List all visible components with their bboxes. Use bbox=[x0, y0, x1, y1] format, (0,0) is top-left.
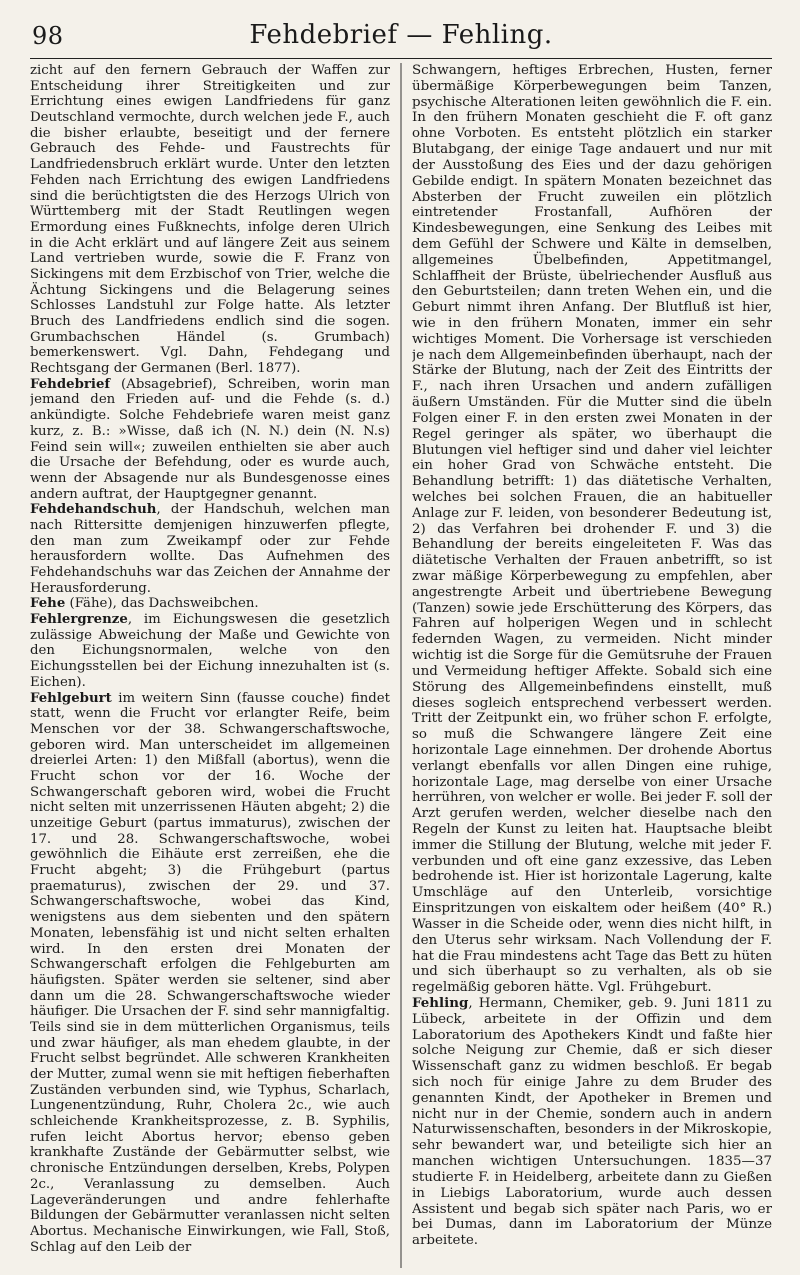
entry-headword: Fehling bbox=[412, 994, 469, 1011]
left-column bbox=[30, 63, 390, 1268]
entry-paragraph bbox=[30, 691, 390, 1256]
entry-text: , im Eichungswesen die gesetzlich zulässige Abweichung der Maße und Gewichte von den Eichungsnormalen, welche von den Eichungsstellen bei der Eichung innezuhalten ist (s. Eichen). bbox=[30, 612, 390, 690]
entry-headword: Fehdebrief bbox=[30, 376, 111, 392]
entry-headword: Fehdehandschuh bbox=[30, 502, 157, 518]
entry-text: (Absagebrief), Schreiben, worin man jemand den Frieden auf- und die Fehde (s. d.) ankündigte. Solche Fehdebriefe waren meist ganz kurz, z. B.: »Wisse, daß ich (N. N.) dein (N. N.s) Feind sein will«; zuweilen enthielten sie aber auch die Ursache der Befehdung, oder es wurde auch, wenn der Absagende nur als Bundesgenosse eines andern auftrat, der Hauptgegner genannt. bbox=[30, 376, 390, 502]
entry-text: im weitern Sinn (fausse couche) findet statt, wenn die Frucht vor erlangter Reife, beim Menschen vor der 38. Schwangerschaftswoche, geboren wird. Man unterscheidet im allgemeinen dreierlei Arten: 1) den Mißfall (abortus), wenn die Frucht schon vor der 16. Woche der Schwangerschaft geboren wird, wobei die Frucht nicht selten mit unzerrissenen Häuten abgeht; 2) die unzeitige Geburt (partus immaturus), zwischen der 17. und 28. Schwangerschaftswoche, wobei gewöhnlich die Eihäute erst zerreißen, ehe die Frucht abgeht; 3) die Frühgeburt (partus praematurus), zwischen der 29. und 37. Schwangerschaftswoche, wobei das Kind, wenigstens aus dem siebenten und den spätern Monaten, lebensfähig ist und nicht selten erhalten wird. In den ersten drei Monaten der Schwangerschaft erfolgen die Fehlgeburten am häufigsten. Später werden sie seltener, sind aber dann um die 28. Schwangerschaftswoche wieder häufiger. Die Ursachen der F. sind sehr mannigfaltig. Teils sind sie in dem mütterlichen Organismus, teils und zwar häufiger, als man ehedem glaubte, in der Frucht selbst begründet. Alle schweren Krankheiten der Mutter, zumal wenn sie mit heftigen fieberhaften Zuständen verbunden sind, wie Typhus, Scharlach, Lungenentzündung, Ruhr, Cholera 2c., wie auch schleichende Krankheitsprozesse, z. B. Syphilis, rufen leicht Abortus hervor; ebenso geben krankhafte Zustände der Gebärmutter selbst, wie chronische Entzündungen derselben, Krebs, Polypen 2c., Veranlassung zu demselben. Auch Lageveränderungen und andre fehlerhafte Bildungen der Gebärmutter veranlassen nicht selten Abortus. Mechanische Einwirkungen, wie Fall, Stoß, Schlag auf den Leib der bbox=[30, 690, 390, 1255]
right-column bbox=[412, 63, 772, 1268]
entry-paragraph bbox=[412, 996, 772, 1249]
entry-headword: Fehlgeburt bbox=[30, 690, 112, 706]
text-columns bbox=[30, 63, 772, 1268]
page-number: 98 bbox=[32, 22, 64, 50]
entry-headword: Fehlergrenze bbox=[30, 612, 128, 628]
entry-paragraph bbox=[30, 63, 390, 377]
entry-text: zicht auf den fernern Gebrauch der Waffen zur Entscheidung ihrer Streitigkeiten und zur Errichtung eines ewigen Landfriedens für ganz Deutschland vermochte, durch welchen jede F., auch die bisher erlaubte, beseitigt und der fernere Gebrauch des Fehde- und Faustrechts für Landfriedensbruch erklärt wurde. Unter den letzten Fehden nach Errichtung des ewigen Landfriedens sind die berüchtigtsten die des Herzogs Ulrich von Württemberg mit der Stadt Reutlingen wegen Ermordung eines Fußknechts, infolge deren Ulrich in die Acht erklärt und auf längere Zeit aus seinem Land vertrieben wurde, sowie die F. Franz von Sickingens mit dem Erzbischof von Trier, welche die Ächtung Sickingens und die Belagerung seines Schlosses Landstuhl zur Folge hatte. Als letzter Bruch des Landfriedens endlich sind die sogen. Grumbachschen Händel (s. Grumbach) bemerkenswert. Vgl. Dahn, Fehdegang und Rechtsgang der Germanen (Berl. 1877). bbox=[30, 63, 390, 377]
entry-text: , Hermann, Chemiker, geb. 9. Juni 1811 zu Lübeck, arbeitete in der Offizin und dem Laboratorium des Apothekers Kindt und faßte hier solche Neigung zur Chemie, daß er sich dieser Wissenschaft ganz zu widmen beschloß. Er begab sich noch für einige Jahre zu dem Bruder des genannten Kindt, der Apotheker in Bremen und nicht nur in der Chemie, sondern auch in andern Naturwissenschaften, besonders in der Mikroskopie, sehr bewandert war, und beteiligte sich hier an manchen wichtigen Untersuchungen. 1835—37 studierte F. in Heidelberg, arbeitete dann zu Gießen in Liebigs Laboratorium, wurde auch dessen Assistent und begab sich später nach Paris, wo er bei Dumas, dann im Laboratorium der Münze arbeitete. bbox=[412, 995, 772, 1249]
entry-text: (Fähe), das Dachsweibchen. bbox=[65, 596, 259, 612]
entry-paragraph bbox=[30, 596, 390, 612]
running-head: Fehdebrief — Fehling. bbox=[249, 20, 553, 50]
entry-paragraph bbox=[30, 612, 390, 690]
entry-text: , der Handschuh, welchen man nach Rittersitte demjenigen hinzuwerfen pflegte, den man zum Zweikampf oder zur Fehde herausfordern wollte. Das Aufnehmen des Fehdehandschuhs war das Zeichen der Annahme der Herausforderung. bbox=[30, 502, 390, 596]
entry-paragraph bbox=[412, 63, 772, 996]
entry-paragraph bbox=[30, 377, 390, 503]
entry-paragraph bbox=[30, 502, 390, 596]
entry-headword: Fehe bbox=[30, 596, 66, 612]
column-divider bbox=[401, 63, 402, 1268]
page-header bbox=[30, 14, 772, 59]
entry-text: Schwangern, heftiges Erbrechen, Husten, ferner übermäßige Körperbewegungen beim Tanzen, psychische Alterationen leiten gewöhnlich die F. ein. In den frühern Monaten geschieht die F. oft ganz ohne Vorboten. Es entsteht plötzlich ein starker Blutabgang, der einige Tage andauert und nur mit der Ausstoßung des Eies und der dazu gehörigen Gebilde endigt. In spätern Monaten bezeichnet das Absterben der Frucht zuweilen ein plötzlich eintretender Frostanfall, Aufhören der Kindesbewegungen, eine Senkung des Leibes mit dem Gefühl der Schwere und Kälte in demselben, allgemeines Übelbefinden, Appetitmangel, Schlaffheit der Brüste, übelriechender Ausfluß aus den Geburtsteilen; dann treten Wehen ein, und die Geburt nimmt ihren Anfang. Der Blutfluß ist hier, wie in den frühern Monaten, immer ein sehr wichtiges Moment. Die Vorhersage ist verschieden je nach dem Allgemeinbefinden überhaupt, nach der Stärke der Blutung, nach der Zeit des Eintritts der F., nach ihren Ursachen und andern zufälligen äußern Umständen. Für die Mutter sind die übeln Folgen einer F. in den ersten zwei Monaten in der Regel geringer als später, wo überhaupt die Blutungen viel heftiger sind und daher viel leichter ein hoher Grad von Schwäche entsteht. Die Behandlung betrifft: 1) das diätetische Verhalten, welches bei solchen Frauen, die an habitueller Anlage zur F. leiden, von besonderer Bedeutung ist, 2) das Verfahren bei drohender F. und 3) die Behandlung der bereits eingeleiteten F. Was das diätetische Verhalten der Frauen anbetrifft, so ist zwar mäßige Körperbewegung zu empfehlen, aber angestrengte Arbeit und übertriebene Bewegung (Tanzen) sowie jede Erschütterung des Körpers, das Fahren auf holperigen Wegen und in schlecht federnden Wagen, zu vermeiden. Nicht minder wichtig ist die Sorge für die Gemütsruhe der Frauen und Vermeidung heftiger Affekte. Sobald sich eine Störung des Allgemeinbefindens einstellt, muß dieses sogleich entsprechend verbessert werden. Tritt der Zeitpunkt ein, wo früher schon F. erfolgte, so muß die Schwangere längere Zeit eine horizontale Lage einnehmen. Der drohende Abortus verlangt ebenfalls vor allen Dingen eine ruhige, horizontale Lage, mag derselbe von einer Ursache herrühren, von welcher er wolle. Bei jeder F. soll der Arzt gerufen werden, welcher dieselbe nach den Regeln der Kunst zu leiten hat. Hauptsache bleibt immer die Stillung der Blutung, welche mit jeder F. verbunden und oft eine ganz exzessive, das Leben bedrohende ist. Hier ist horizontale Lagerung, kalte Umschläge auf den Unterleib, vorsichtige Einspritzungen von eiskaltem oder heißem (40° R.) Wasser in die Scheide oder, wenn dies nicht hilft, in den Uterus sehr wirksam. Nach Vollendung der F. hat die Frau mindestens acht Tage das Bett zu hüten und sich überhaupt so zu verhalten, als ob sie regelmäßig geboren hätte. Vgl. Frühgeburt. bbox=[412, 63, 772, 996]
